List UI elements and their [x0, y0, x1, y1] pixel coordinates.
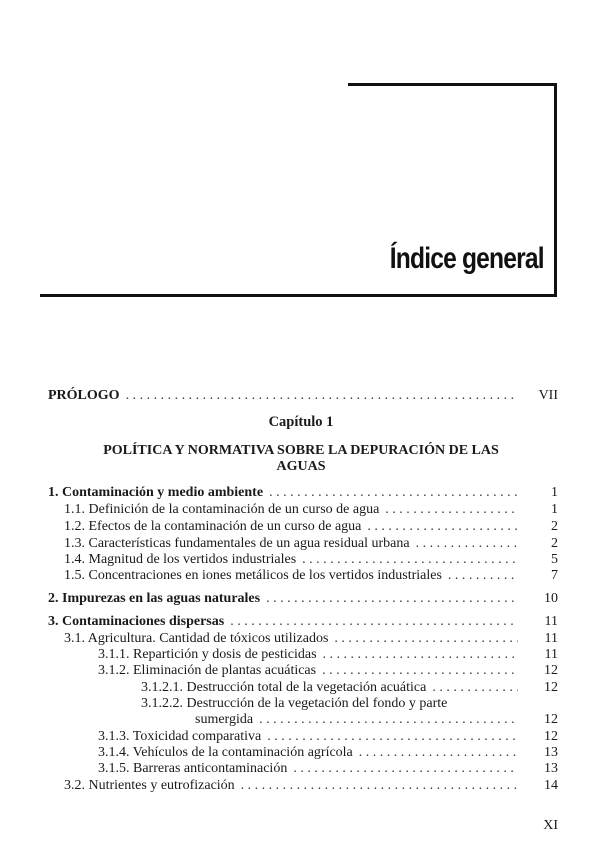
toc-entry-label: 2. Impurezas en las aguas naturales — [48, 591, 261, 606]
toc-leader-dots — [361, 519, 518, 535]
toc-entry-label: 1. Contaminación y medio ambiente — [48, 485, 264, 500]
toc-entry — [64, 552, 558, 568]
toc-entry — [48, 485, 558, 501]
toc-entry — [195, 712, 558, 728]
toc-leader-dots — [328, 631, 518, 647]
toc-entry-page: VII — [538, 388, 558, 403]
toc-entry — [141, 680, 558, 696]
toc-entry-page: 11 — [544, 614, 558, 629]
toc-entry-label: 1.1. Definición de la contaminación de un curso de agua — [64, 502, 380, 517]
toc-entry-page: 12 — [544, 712, 558, 727]
toc-entry-label: 3.1.3. Toxicidad comparativa — [98, 729, 262, 744]
toc-entry-page: 12 — [544, 729, 558, 744]
chapter-label: Capítulo 1 — [268, 414, 334, 430]
toc-entry-label: 3.2. Nutrientes y eutrofización — [64, 778, 235, 793]
toc-entry — [98, 729, 558, 745]
toc-entry-page: 1 — [551, 502, 558, 517]
toc-leader-dots — [120, 388, 518, 404]
toc-leader-dots — [261, 729, 518, 745]
toc-entry-page: 11 — [544, 647, 558, 662]
toc-entry-page: 2 — [551, 536, 558, 551]
toc-entry — [98, 647, 558, 663]
toc-entry-page: 13 — [544, 761, 558, 776]
toc-leader-dots — [296, 552, 518, 568]
toc-entry-page: 1 — [551, 485, 558, 500]
toc-entry-page: 2 — [551, 519, 558, 534]
toc-entry — [64, 568, 558, 584]
toc-entry-label: 3.1.2. Eliminación de plantas acuáticas — [98, 663, 317, 678]
toc-entry-label: PRÓLOGO — [48, 388, 120, 403]
toc-leader-dots — [263, 485, 518, 501]
toc-entry-page: 13 — [544, 745, 558, 760]
toc-entry — [98, 761, 558, 777]
toc-entry-page: 12 — [544, 663, 558, 678]
toc-leader-dots — [442, 568, 518, 584]
toc-entry-label: 1.3. Características fundamentales de un agua residual urbana — [64, 536, 410, 551]
toc-entry-label: 3.1.4. Vehículos de la contaminación agrícola — [98, 745, 353, 760]
toc-leader-dots — [235, 778, 518, 794]
toc-leader-dots — [224, 614, 518, 630]
toc-entry — [64, 502, 558, 518]
toc-entry — [48, 614, 558, 630]
toc-leader-dots — [379, 502, 518, 518]
frame-line-bottom — [40, 294, 557, 297]
frame-line-right — [554, 83, 557, 297]
toc-entry-page: 14 — [544, 778, 558, 793]
toc-entry-label: 1.5. Concentraciones en iones metálicos de los vertidos industriales — [64, 568, 442, 583]
toc-entry — [98, 745, 558, 761]
toc-leader-dots — [353, 745, 518, 761]
toc-leader-dots — [426, 680, 518, 696]
toc-entry-page: 11 — [544, 631, 558, 646]
toc-entry — [64, 778, 558, 794]
frame-line-top — [348, 83, 557, 86]
toc-entry — [64, 536, 558, 552]
chapter-title-line-1: POLÍTICA Y NORMATIVA SOBRE LA DEPURACIÓN DE LAS — [103, 443, 499, 458]
page-title: Índice general — [390, 242, 544, 275]
toc-entry-label: 3.1.2.1. Destrucción total de la vegetación acuática — [141, 680, 427, 695]
toc-entry-page: 12 — [544, 680, 558, 695]
page-number: XI — [543, 818, 558, 833]
toc-entry-label: sumergida — [195, 712, 254, 727]
toc-entry — [64, 631, 558, 647]
toc-leader-dots — [287, 761, 518, 777]
toc-entry-label: 3. Contaminaciones dispersas — [48, 614, 225, 629]
toc-leader-dots — [316, 663, 518, 679]
chapter-title-line-2: AGUAS — [276, 459, 326, 474]
toc-entry-label-continued: 3.1.2.2. Destrucción de la vegetación del fondo y parte — [141, 696, 448, 711]
toc-leader-dots — [317, 647, 518, 663]
toc-leader-dots — [260, 591, 518, 607]
toc-entry — [64, 519, 558, 535]
toc-entry-label: 1.4. Magnitud de los vertidos industriales — [64, 552, 297, 567]
toc-entry-page: 10 — [544, 591, 558, 606]
toc-entry-prologue — [48, 388, 558, 404]
toc-leader-dots — [253, 712, 518, 728]
toc-leader-dots — [410, 536, 518, 552]
toc-entry-label: 3.1.1. Repartición y dosis de pesticidas — [98, 647, 317, 662]
toc-entry-label: 1.2. Efectos de la contaminación de un curso de agua — [64, 519, 362, 534]
toc-entry — [98, 663, 558, 679]
toc-entry-label: 3.1.5. Barreras anticontaminación — [98, 761, 288, 776]
toc-entry-page: 7 — [551, 568, 558, 583]
toc-entry — [48, 591, 558, 607]
toc-entry-page: 5 — [551, 552, 558, 567]
toc-entry-label: 3.1. Agricultura. Cantidad de tóxicos utilizados — [64, 631, 329, 646]
